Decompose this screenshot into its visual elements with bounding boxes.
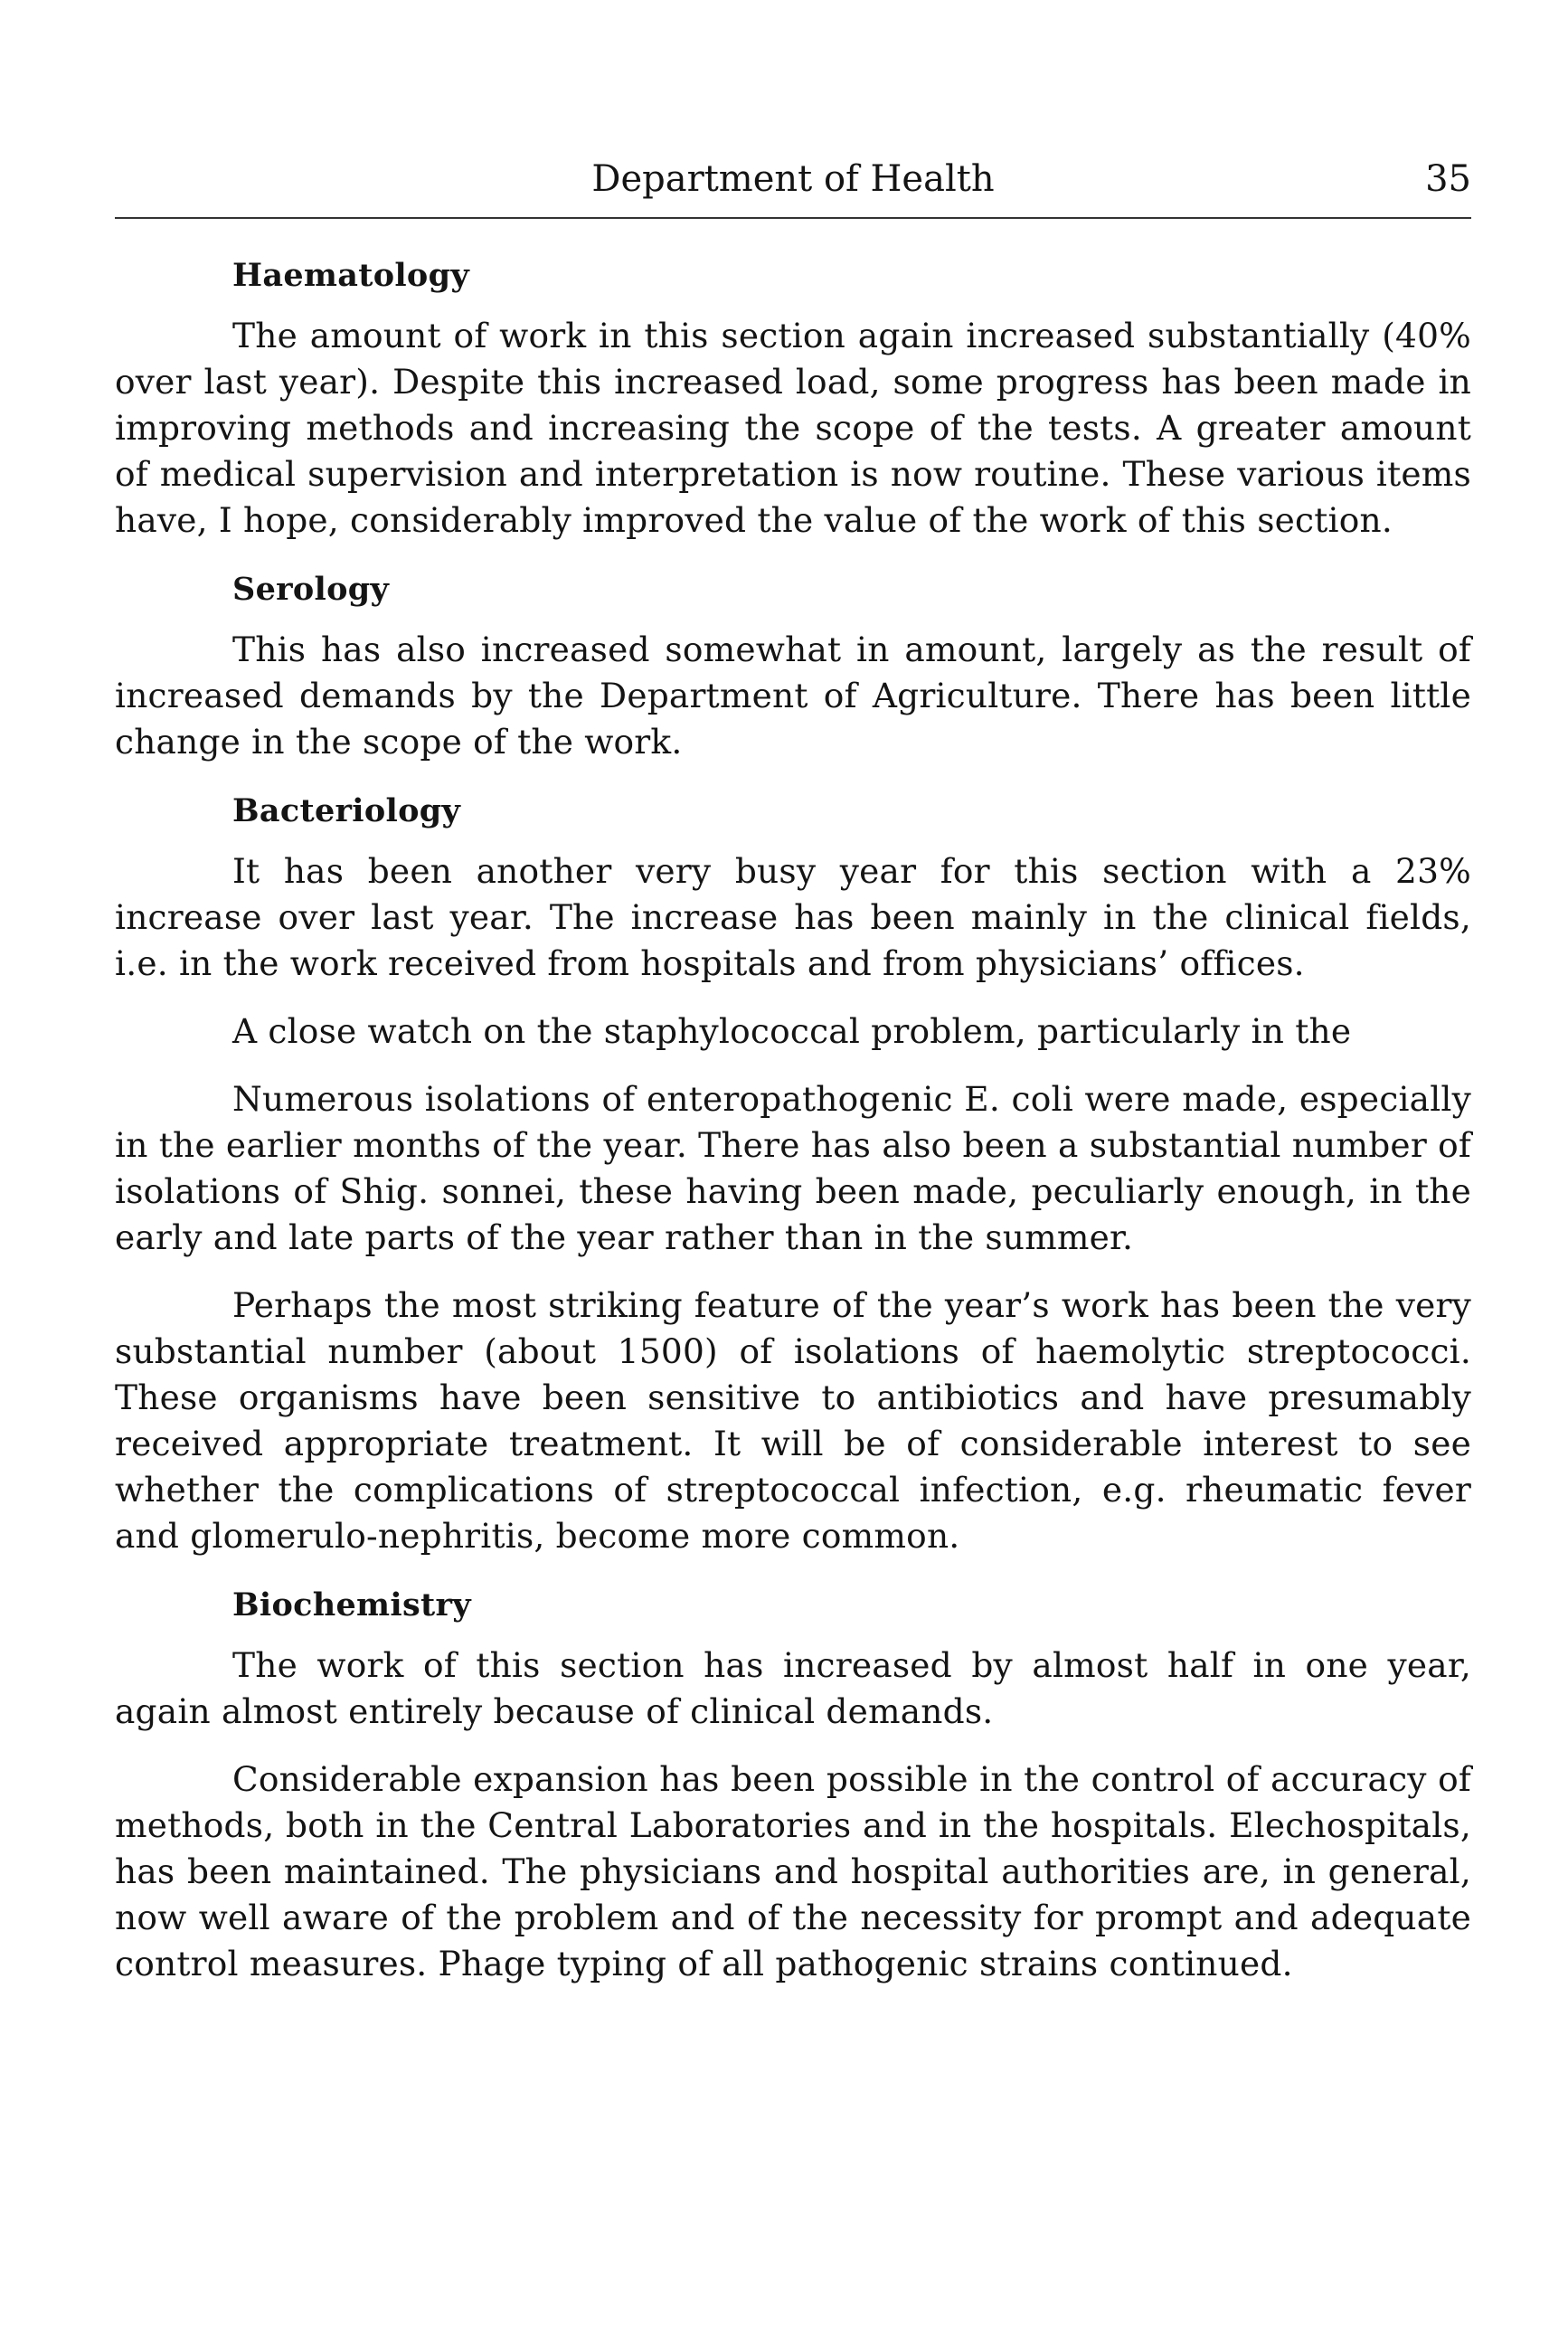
section-heading-haematology: Haematology [232,257,469,294]
page-number: 35 [1425,158,1471,200]
section-heading-serology: Serology [232,571,390,608]
section-heading-bacteriology: Bacteriology [232,792,461,829]
paragraph: The work of this section has increased by almost half in one year, again almost entirely because of clinical demands. [115,1645,1471,1731]
section-heading-biochemistry: Biochemistry [232,1586,471,1624]
paragraph: It has been another very busy year for this section with a 23% increase over last year. The increase has been mainly in the clinical fields, i.e. in the work received from hospitals and from physicians’ offices. [115,851,1471,983]
paragraph: Numerous isolations of enteropathogenic E. coli were made, especially in the earlier months of the year. There has also been a substantial number of isolations of Shig. sonnei, these having been made, peculiarly enough, in the early and late parts of the year rather than in the summer. [115,1079,1471,1257]
paragraph: Considerable expansion has been possible in the control of accuracy of methods, both in the Central Laboratories and in the hospitals. Elechospitals, has been maintained. The physicians and hospital authorities are, in general, now well aware of the problem and of the necessity for prompt and adequate control measures. Phage typing of all pathogenic strains continued. [115,1759,1471,1983]
paragraph: This has also increased somewhat in amount, largely as the result of increased demands by the Department of Agriculture. There has been little change in the scope of the work. [115,630,1471,762]
document-page [115,0,1471,2329]
header-rule [115,217,1471,219]
running-header [115,152,1471,206]
body-text [115,246,1471,2009]
header-title: Department of Health [591,158,995,200]
paragraph: The amount of work in this section again increased substantially (40% over last year). Despite this increased load, some progress has been made in improving methods and increasing the scope of the tests. A greater amount of medical supervision and interpretation is now routine. These various items have, I hope, considerably improved the value of the work of this section. [115,316,1471,540]
paragraph: A close watch on the staphylococcal problem, particularly in the [232,1011,1352,1051]
paragraph: Perhaps the most striking feature of the year’s work has been the very substantial number (about 1500) of isolations of haemolytic streptococci. These organisms have been sensitive to antibiotics and have presumably received appropriate treatment. It will be of considerable interest to see whether the complications of streptococcal infection, e.g. rheumatic fever and glomerulo-nephritis, become more common. [115,1285,1471,1556]
